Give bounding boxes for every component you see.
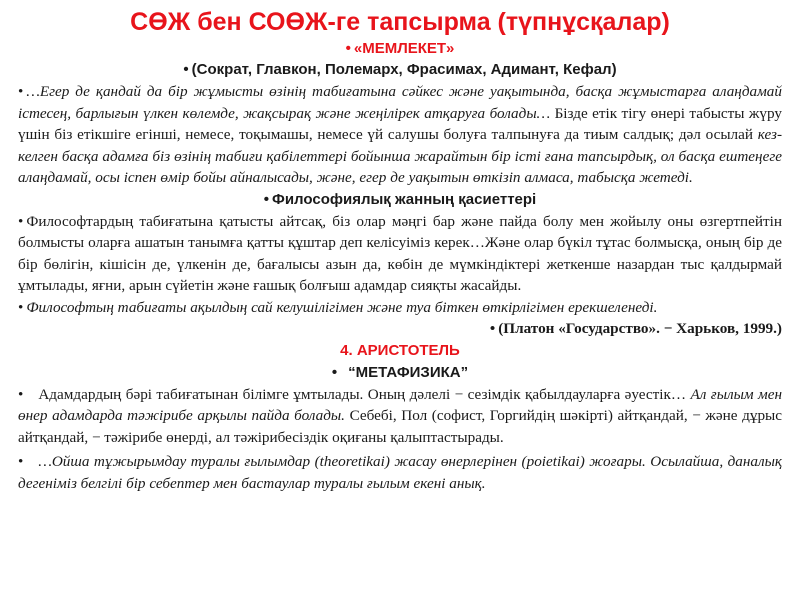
paragraph-1-italic-c: кез-келген басқа адамға біз өзінің табиғи қабілеттері бойынша жарайтын бір істі ғана тапсырдық, ол басқа ештеңеге алаңдамай, осы іспен өмір бойы айналысады, және, егер де уақытын өткізіп алмаса, табысқа жетеді. xyxy=(18,126,782,186)
characters-list xyxy=(18,59,782,81)
characters-text: (Сократ, Главкон, Полемарх, Фрасимах, Адимант, Кефал) xyxy=(191,61,617,78)
heading-metaphysics-text: “МЕТАФИЗИКА” xyxy=(348,363,469,381)
paragraph-4-italic-b: Ал ғылым мен өнер адамдарда тәжірибе арқылы пайда болады. xyxy=(18,385,782,424)
paragraph-3 xyxy=(18,297,782,319)
bullet-icon xyxy=(18,453,26,470)
bullet-icon xyxy=(18,386,26,403)
heading-state xyxy=(18,39,782,59)
heading-features xyxy=(18,189,782,211)
paragraph-4-normal-c: Себебі, Пол (софист, Горгийдің шәкірті) айтқандай, − және дұрыс айтқандай, − тәжірибе өнерді, ал тәжірибесіздік оқиғаны қалыптастырады. xyxy=(18,407,782,446)
paragraph-4-normal-a: Адамдардың бәрі табиғатынан білімге ұмтылады. Оның дәлелі − сезімдік қабылдауларға әуестік… xyxy=(38,385,691,403)
paragraph-4 xyxy=(18,384,782,449)
paragraph-2-text: Философтардың табиғатына қатысты айтсақ, біз олар мәңгі бар және пайда болу мен жойылу оны өзгертпейтін болмысты оларға ашатын танымға қатты құштар деп келісуіміз керек…Және олар бүкіл тұтас болмысқа, оның бір де бір бөлігін, кішісін де, үлкенін де, бағалысы азын да, көбін де мүмкіндіктері жеткенше назардан тыс қалдырмай ұмтылады, яғни, арын сүйетін және ғашық болғыш адамдар сияқты жасайды. xyxy=(18,212,782,294)
heading-metaphysics xyxy=(18,362,782,384)
heading-features-text: Философиялық жанның қасиеттері xyxy=(272,190,537,208)
citation-text: (Платон «Государство». − Харьков, 1999.) xyxy=(498,320,782,337)
section-aristotle: 4. АРИСТОТЕЛЬ xyxy=(340,341,460,359)
paragraph-3-text: Философтың табиғаты ақылдың сай келушілігімен және туа біткен өткірлігімен ерекшеленеді. xyxy=(26,298,658,316)
paragraph-1 xyxy=(18,81,782,189)
page-title: СӨЖ бен СОӨЖ-ге тапсырма (түпнұсқалар) xyxy=(130,8,670,36)
paragraph-2 xyxy=(18,211,782,297)
paragraph-1-italic-a: …Егер де қандай да бір жұмысты өзінің табиғатына сәйкес және уақытында, басқа жұмыстарға алаңдамай істесең, барлығын үлкен көлемде, жақсырақ және жеңілірек атқаруға болады… xyxy=(18,83,782,122)
paragraph-5 xyxy=(18,451,782,494)
paragraph-1-normal-b: Бізде етік тігу өнері табысты жүру үшін біз етікшіге егінші, немесе, тоқымашы, немесе үй салушы болуға талпынуға да тиым салдық; дәл осылай xyxy=(18,104,782,143)
citation xyxy=(18,318,782,340)
paragraph-5-text: …Ойша тұжырымдау туралы ғылымдар (theoretikai) жасау өнерлерінен (poietikai) жоғары. Осылайша, даналық дегеніміз белгілі бір себептер мен бастаулар туралы ғылым екені анық. xyxy=(18,453,782,492)
heading-state-text: «МЕМЛЕКЕТ» xyxy=(353,40,455,57)
